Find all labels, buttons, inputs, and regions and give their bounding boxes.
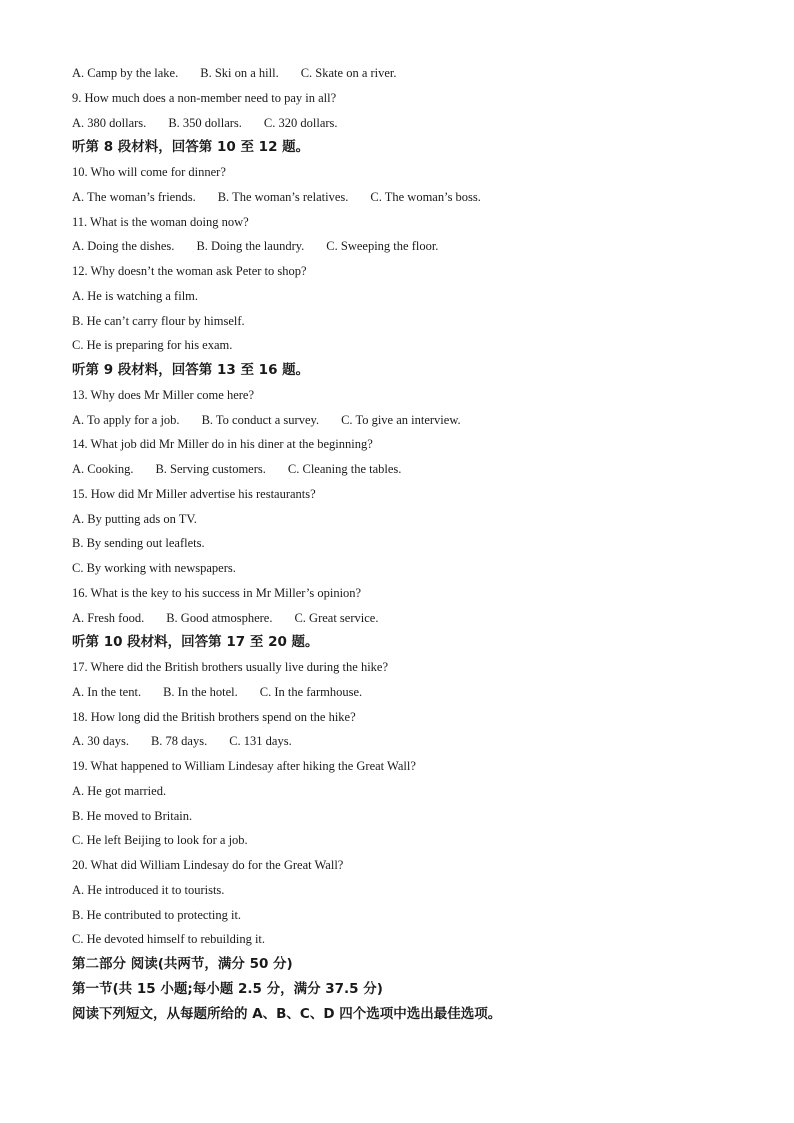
answer-option: A. The woman’s friends. [72, 189, 196, 204]
answer-option: C. Great service. [294, 610, 379, 625]
answer-option: B. Serving customers. [155, 462, 266, 476]
section-heading: 听第 9 段材料，回答第 13 至 16 题。 [72, 362, 310, 378]
answer-option: B. He moved to Britain. [72, 808, 193, 823]
answer-option: C. The woman’s boss. [370, 189, 481, 204]
answer-options-row [72, 408, 722, 433]
answer-options-row [72, 531, 722, 556]
answer-option: C. Sweeping the floor. [326, 239, 439, 254]
exam-content [72, 61, 722, 1026]
answer-option: B. Doing the laundry. [196, 239, 305, 254]
answer-options-row [72, 878, 722, 903]
section-heading: 听第 8 段材料，回答第 10 至 12 题。 [72, 139, 310, 156]
answer-options-row [72, 61, 722, 86]
answer-option: B. He can’t carry flour by himself. [72, 313, 245, 328]
question-text: 16. What is the key to his success in Mr Miller’s opinion? [72, 585, 362, 600]
section-heading: 听第 10 段材料，回答第 17 至 20 题。 [72, 634, 319, 651]
answer-options-row [72, 234, 722, 259]
answer-option: C. Skate on a river. [300, 66, 397, 80]
answer-options-row [72, 927, 722, 952]
section-heading: 第一节(共 15 小题;每小题 2.5 分，满分 37.5 分) [72, 980, 383, 997]
answer-options-row [72, 680, 722, 705]
question-text: 11. What is the woman doing now? [72, 214, 249, 229]
answer-options-row [72, 729, 722, 754]
answer-option: C. He left Beijing to look for a job. [72, 833, 248, 848]
answer-options-row [72, 556, 722, 581]
answer-option: B. 78 days. [150, 734, 208, 749]
answer-option: B. The woman’s relatives. [217, 189, 349, 204]
answer-option: A. He got married. [72, 783, 167, 798]
answer-option: A. To apply for a job. [72, 412, 180, 427]
answer-options-row [72, 111, 722, 136]
answer-option: A. Doing the dishes. [72, 239, 175, 254]
answer-options-row [72, 779, 722, 804]
question-text: 13. Why does Mr Miller come here? [72, 387, 255, 402]
answer-option: B. Ski on a hill. [200, 66, 279, 80]
answer-option: C. 320 dollars. [263, 115, 338, 130]
answer-options-row [72, 185, 722, 210]
section-heading: 阅读下列短文，从每题所给的 A、B、C、D 四个选项中选出最佳选项。 [72, 1005, 502, 1022]
answer-option: A. He introduced it to tourists. [72, 882, 225, 897]
answer-option: B. In the hotel. [163, 684, 238, 699]
answer-option: C. He devoted himself to rebuilding it. [72, 932, 266, 947]
answer-option: A. 30 days. [72, 734, 129, 749]
question-text: 20. What did William Lindesay do for the Great Wall? [72, 858, 344, 872]
question-text: 17. Where did the British brothers usually live during the hike? [72, 660, 389, 674]
answer-options-row [72, 507, 722, 532]
question-text: 12. Why doesn’t the woman ask Peter to shop? [72, 264, 307, 278]
answer-options-row [72, 606, 722, 631]
answer-option: B. By sending out leaflets. [72, 536, 205, 551]
answer-option: C. Cleaning the tables. [287, 462, 402, 476]
answer-options-row [72, 828, 722, 853]
answer-option: B. He contributed to protecting it. [72, 907, 242, 922]
answer-option: C. 131 days. [229, 734, 292, 749]
question-text: 10. Who will come for dinner? [72, 165, 226, 179]
answer-option: A. 380 dollars. [72, 115, 147, 130]
answer-options-row [72, 284, 722, 309]
answer-option: B. To conduct a survey. [201, 412, 320, 427]
answer-option: B. Good atmosphere. [166, 610, 273, 625]
answer-options-row [72, 457, 722, 482]
answer-options-row [72, 333, 722, 358]
question-text: 9. How much does a non-member need to pay in all? [72, 90, 337, 105]
answer-option: A. By putting ads on TV. [72, 511, 197, 526]
question-text: 19. What happened to William Lindesay after hiking the Great Wall? [72, 759, 416, 773]
answer-option: C. He is preparing for his exam. [72, 338, 233, 353]
question-text: 15. How did Mr Miller advertise his restaurants? [72, 486, 316, 501]
answer-option: C. By working with newspapers. [72, 561, 236, 575]
answer-option: A. Cooking. [72, 462, 134, 476]
answer-option: A. Fresh food. [72, 610, 145, 625]
answer-option: C. To give an interview. [341, 412, 461, 427]
answer-option: A. In the tent. [72, 684, 142, 699]
answer-option: C. In the farmhouse. [259, 684, 363, 699]
answer-options-row [72, 804, 722, 829]
question-text: 14. What job did Mr Miller do in his diner at the beginning? [72, 437, 373, 452]
answer-option: B. 350 dollars. [168, 115, 242, 130]
answer-options-row [72, 903, 722, 928]
answer-option: A. Camp by the lake. [72, 66, 179, 80]
answer-option: A. He is watching a film. [72, 288, 199, 303]
answer-options-row [72, 309, 722, 334]
question-text: 18. How long did the British brothers spend on the hike? [72, 709, 356, 724]
section-heading: 第二部分 阅读(共两节，满分 50 分) [72, 956, 293, 972]
